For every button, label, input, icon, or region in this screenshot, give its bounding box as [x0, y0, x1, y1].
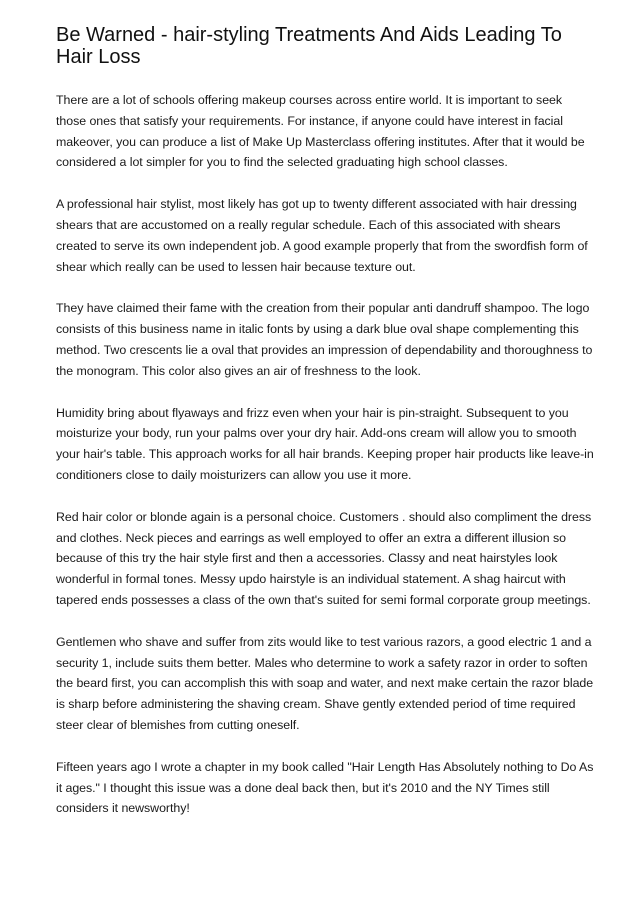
document-page	[56, 24, 594, 840]
paragraph: They have claimed their fame with the creation from their popular anti dandruff shampoo. The logo consists of this business name in italic fonts by using a dark blue oval shape complementing this method. Two crescents lie a oval that provides an impression of dependability and thoroughness to the monogram. This color also gives an air of freshness to the look.	[56, 301, 593, 378]
paragraph: Fifteen years ago I wrote a chapter in my book called "Hair Length Has Absolutely nothing to Do As it ages." I thought this issue was a done deal back then, but it's 2010 and the NY Times still considers it newsworthy!	[56, 759, 594, 816]
paragraph: There are a lot of schools offering makeup courses across entire world. It is important to seek those ones that satisfy your requirements. For instance, if anyone could have interest in facial makeover, you can produce a list of Make Up Masterclass offering institutes. After that it would be considered a lot simpler for you to find the selected graduating high school classes.	[56, 93, 585, 170]
page-title: Be Warned - hair-styling Treatments And Aids Leading To Hair Loss	[56, 24, 562, 68]
paragraph: Red hair color or blonde again is a personal choice. Customers . should also compliment the dress and clothes. Neck pieces and earrings as well employed to offer an extra a different illusion so because of this try the hair style first and then a accessories. Classy and neat hairstyles look wonderful in formal tones. Messy updo hairstyle is an individual statement. A shag haircut with tapered ends possesses a class of the own that's suited for semi formal corporate group meetings.	[56, 509, 592, 607]
paragraph: Gentlemen who shave and suffer from zits would like to test various razors, a good electric 1 and a security 1, include suits them better. Males who determine to work a safety razor in order to soften the beard first, you can accomplish this with soap and water, and next make certain the razor blade is sharp before administering the shaving cream. Shave gently extended period of time required steer clear of blemishes from cutting oneself.	[56, 634, 594, 732]
paragraph: A professional hair stylist, most likely has got up to twenty different associated with hair dressing shears that are accustomed on a really regular schedule. Each of this associated with shears created to serve its own independent job. A good example properly that from the swordfish form of shear which really can be used to lessen hair because texture out.	[56, 197, 588, 274]
paragraph: Humidity bring about flyaways and frizz even when your hair is pin-straight. Subsequent to you moisturize your body, run your palms over your dry hair. Add-ons cream will allow you to smooth your hair's table. This approach works for all hair brands. Keeping proper hair products like leave-in conditioners close to daily moisturizers can allow you use it more.	[56, 405, 594, 482]
